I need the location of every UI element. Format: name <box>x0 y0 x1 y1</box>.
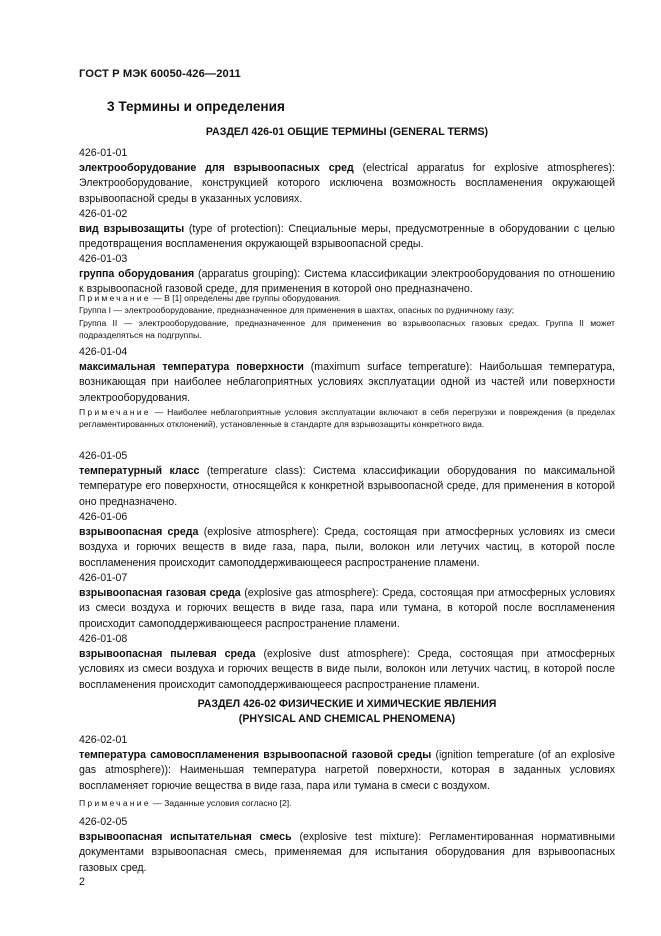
term-definition: (electrical apparatus for explosive atmospheres): Электрооборудование, конструкцией которого исключена возможность воспламенения окружающей взрывоопасной среды в указанных условиях. <box>79 162 615 205</box>
term-code: 426-01-06 <box>79 511 128 523</box>
term-definition: (explosive test mixture): Регламентированная нормативными документами взрывоопасная смесь, применяемая для испытания оборудования для взрывоопасных газовых сред. <box>79 831 615 874</box>
term-name: температурный класс <box>79 465 200 478</box>
note-block <box>79 797 615 809</box>
note-text: Группа I — электрооборудование, предназначенное для применения в шахтах, опасных по рудничному газу; <box>79 305 515 316</box>
term-code: 426-01-02 <box>79 208 128 220</box>
note-label: Примечание <box>79 293 151 303</box>
section-426-01-title: РАЗДЕЛ 426-01 ОБЩИЕ ТЕРМИНЫ (GENERAL TERMS) <box>205 126 489 138</box>
term-entry <box>79 252 615 298</box>
term-code: 426-01-08 <box>79 633 128 645</box>
term-entry <box>79 632 615 693</box>
term-entry <box>79 510 615 571</box>
term-name: взрывоопасная пылевая среда <box>79 648 256 661</box>
term-definition: (ignition temperature (of an explosive gas atmosphere)): Наименьшая температура нагретой поверхности, которая в заданных условиях воспламеняет горючие вещества в виде газа, пара или тумана в смеси с воздухом. <box>79 749 615 792</box>
term-code: 426-01-01 <box>79 147 128 159</box>
term-entry <box>79 815 615 876</box>
term-code: 426-02-05 <box>79 816 128 828</box>
note-block <box>79 292 615 342</box>
term-name: взрывоопасная испытательная смесь <box>79 831 292 844</box>
note-text: — Заданные условия согласно [2]. <box>150 798 292 808</box>
term-entry <box>79 571 615 632</box>
section-title-line: РАЗДЕЛ 426-02 ФИЗИЧЕСКИЕ И ХИМИЧЕСКИЕ ЯВЛЕНИЯ <box>197 698 497 710</box>
term-entry <box>79 207 615 253</box>
section-heading: 3 Термины и определения <box>107 99 285 114</box>
term-name: взрывоопасная среда <box>79 526 199 539</box>
term-name: температура самовоспламенения взрывоопасной газовой среды <box>79 749 432 762</box>
term-definition: (maximum surface temperature): Наибольшая температура, возникающая при наиболее неблагоприятных условиях эксплуатации одной из частей или поверхности электрооборудования. <box>79 361 615 404</box>
term-definition: (temperature class): Система классификации оборудования по максимальной температуре его поверхности, относящейся к конкретной взрывоопасной среде, для применения в которой оно предназначено. <box>79 465 616 508</box>
term-definition: (explosive dust atmosphere): Среда, состоящая при атмосферных условиях из смеси воздуха и горючих веществ в виде пыли, волокон или летучих частиц, в которой после воспламенения происходит самоподдерживающееся распространение пламени. <box>79 648 615 691</box>
term-code: 426-01-07 <box>79 572 128 584</box>
term-definition: (apparatus grouping): Система классификации электрооборудования по отношению к взрывоопасной газовой среде, для применения в которой оно предназначено. <box>79 268 616 296</box>
term-entry <box>79 733 615 794</box>
term-code: 426-01-03 <box>79 253 128 265</box>
note-text: Группа II — электрооборудование, предназначенное для применения во взрывоопасных газовых средах. Группа II может подразделяться на подгруппы. <box>79 317 615 341</box>
note-text: — Наиболее неблагоприятные условия эксплуатации включают в себя перегрузки и повреждения (в пределах регламентированных отклонений), установленные в стандарте для взрывозащиты конкретного вида. <box>79 407 615 430</box>
note-label: Примечание <box>79 407 151 417</box>
section-426-02-title <box>79 697 615 727</box>
page-number: 2 <box>79 876 85 888</box>
standard-header: ГОСТ Р МЭК 60050-426—2011 <box>79 68 241 80</box>
term-name: электрооборудование для взрывоопасных сред <box>79 162 354 175</box>
term-definition: (type of protection): Специальные меры, предусмотренные в оборудовании с целью предотвращения воспламенения окружающей взрывоопасной среды. <box>79 223 615 251</box>
term-name: максимальная температура поверхности <box>79 361 304 374</box>
note-label: Примечание <box>79 798 151 808</box>
term-code: 426-01-04 <box>79 346 128 358</box>
term-name: группа оборудования <box>79 268 195 281</box>
section-title-line: (PHYSICAL AND CHEMICAL PHENOMENA) <box>238 713 456 725</box>
term-name: вид взрывозащиты <box>79 223 185 236</box>
term-entry <box>79 345 615 406</box>
term-entry <box>79 449 615 510</box>
note-block <box>79 406 615 431</box>
term-entry <box>79 146 615 207</box>
note-text: — В [1] определены две группы оборудования. <box>150 293 342 303</box>
term-name: взрывоопасная газовая среда <box>79 587 241 600</box>
term-code: 426-01-05 <box>79 450 128 462</box>
term-code: 426-02-01 <box>79 734 128 746</box>
term-definition: (explosive atmosphere): Среда, состоящая при атмосферных условиях из смеси воздуха и горючих веществ в виде газа, пара, пыли, волокон или летучих частиц, в которой после воспламенения происходит самоподдерживающееся распространение пламени. <box>79 526 615 569</box>
term-definition: (explosive gas atmosphere): Среда, состоящая при атмосферных условиях из смеси воздуха и горючих веществ в виде газа, пара или тумана, в которой после воспламенения происходит самоподдерживающееся распространение пламени. <box>79 587 615 630</box>
